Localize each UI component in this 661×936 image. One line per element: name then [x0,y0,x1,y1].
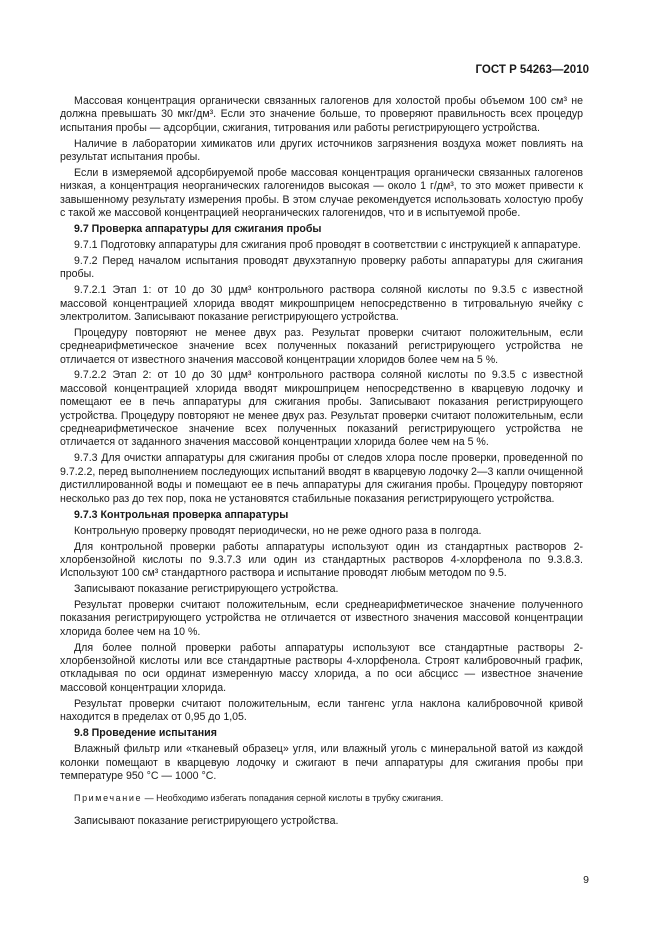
section-heading: 9.7.3 Контрольная проверка аппаратуры [74,508,289,521]
body-paragraph: 9.7.2 Перед началом испытания проводят двухэтапную проверку работы аппаратуры для сжигания пробы. [60,255,583,281]
document-body [60,95,583,831]
section-heading: 9.7 Проверка аппаратуры для сжигания пробы [74,223,322,236]
body-paragraph: Контрольную проверку проводят периодически, но не реже одного раза в полгода. [74,524,482,537]
body-paragraph: 9.7.2.2 Этап 2: от 10 до 30 μдм³ контрольного раствора соляной кислоты по 9.3.5 с известной массовой концентрацией хлорида вводят микрошприцем непосредственно в кварцевую лодочку и помещают ее в печь аппаратуры для сжигания пробы. Записывают показания регистрирующего устройства. Процедуру повторяют не менее двух раз. Результат проверки считают положительным, если среднеарифметическое значение всех полученных показаний регистрирующего устройства не отличается от заданного значения массовой концентрации хлорида более чем на 5 %. [60,369,583,449]
body-paragraph: Результат проверки считают положительным, если тангенс угла наклона калибровочной кривой находится в пределах от 0,95 до 1,05. [60,697,583,723]
body-paragraph: Наличие в лаборатории химикатов или других источников загрязнения воздуха может повлиять на результат испытания пробы. [60,137,583,164]
body-paragraph: Для контрольной проверки работы аппаратуры используют один из стандартных растворов 2-хлорбензойной кислоты по 9.3.7.3 или один из стандартных растворов 4-хлорфенола по 9.3.8.3. Используют 100 см³ стандартного раствора и испытание проводят любым методом по 9.5. [60,540,583,580]
body-paragraph: 9.7.3 Для очистки аппаратуры для сжигания пробы от следов хлора после проверки, проведенной по 9.7.2.2, перед выполнением последующих испытаний вводят в кварцевую лодочку 2—3 капли очищенной дистиллированной воды и помещают ее в печь аппаратуры для сжигания пробы. Процедуру повторяют несколько раз до тех пор, пока не установятся стабильные показания регистрирующего устройства. [60,452,583,505]
body-paragraph: Результат проверки считают положительным, если среднеарифметическое значение полученного показания регистрирующего устройства не отличается от известного значения массовой концентрации хлорида более чем на 10 %. [60,598,583,638]
body-paragraph: 9.7.1 Подготовку аппаратуры для сжигания проб проводят в соответствии с инструкцией к аппаратуре. [74,239,581,252]
section-heading: 9.8 Проведение испытания [74,727,217,740]
note [60,792,583,805]
body-paragraph: Для более полной проверки работы аппаратуры используют все стандартные растворы 2-хлорбензойной кислоты или все стандартные растворы 4-хлорфенола. Строят калибровочный график, откладывая по оси ординат измеренную массу хлорида, а по оси абсцисс — известное значение массовой концентрации хлорида. [60,641,583,694]
body-paragraph: Записывают показание регистрирующего устройства. [74,583,339,596]
body-paragraph: 9.7.2.1 Этап 1: от 10 до 30 μдм³ контрольного раствора соляной кислоты по 9.3.5 с известной массовой концентрацией хлорида вводят микрошприцем непосредственно в титровальную ячейку с электролитом. Записывают показание регистрирующего устройства. [60,284,583,324]
standard-code: ГОСТ Р 54263—2010 [475,64,589,76]
body-paragraph: Записывают показание регистрирующего устройства. [74,814,339,827]
body-paragraph: Массовая концентрация органически связанных галогенов для холостой пробы объемом 100 см³ не должна превышать 30 мкг/дм³. Если это значение больше, то проверяют правильность всех процедур испытания пробы — адсорбции, сжигания, титрования или работы регистрирующего устройства. [60,95,583,134]
body-paragraph: Процедуру повторяют не менее двух раз. Результат проверки считают положительным, если среднеарифметическое значение всех полученных показаний регистрирующего устройства не отличается от известного значения массовой концентрации хлоридов более чем на 5 %. [60,326,583,366]
note-text: — Необходимо избегать попадания серной кислоты в трубку сжигания. [142,793,444,804]
page-number: 9 [583,874,589,886]
body-paragraph: Влажный фильтр или «тканевый образец» угля, или влажный уголь с минеральной ватой из каждой колонки помещают в кварцевую лодочку и сжигают в печи аппаратуры для сжигания пробы при температуре 950 °С — 1000 °С. [60,743,583,782]
body-paragraph: Если в измеряемой адсорбируемой пробе массовая концентрация органически связанных галогенов низкая, а концентрация неорганических галогенидов высокая — около 1 г/дм³, то это может привести к завышенному результату измерения пробы. В этом случае рекомендуется использовать холостую пробу с такой же массовой концентрацией неорганических галогенидов, что и в испытуемой пробе. [60,166,583,220]
note-label: Примечание [74,793,143,804]
